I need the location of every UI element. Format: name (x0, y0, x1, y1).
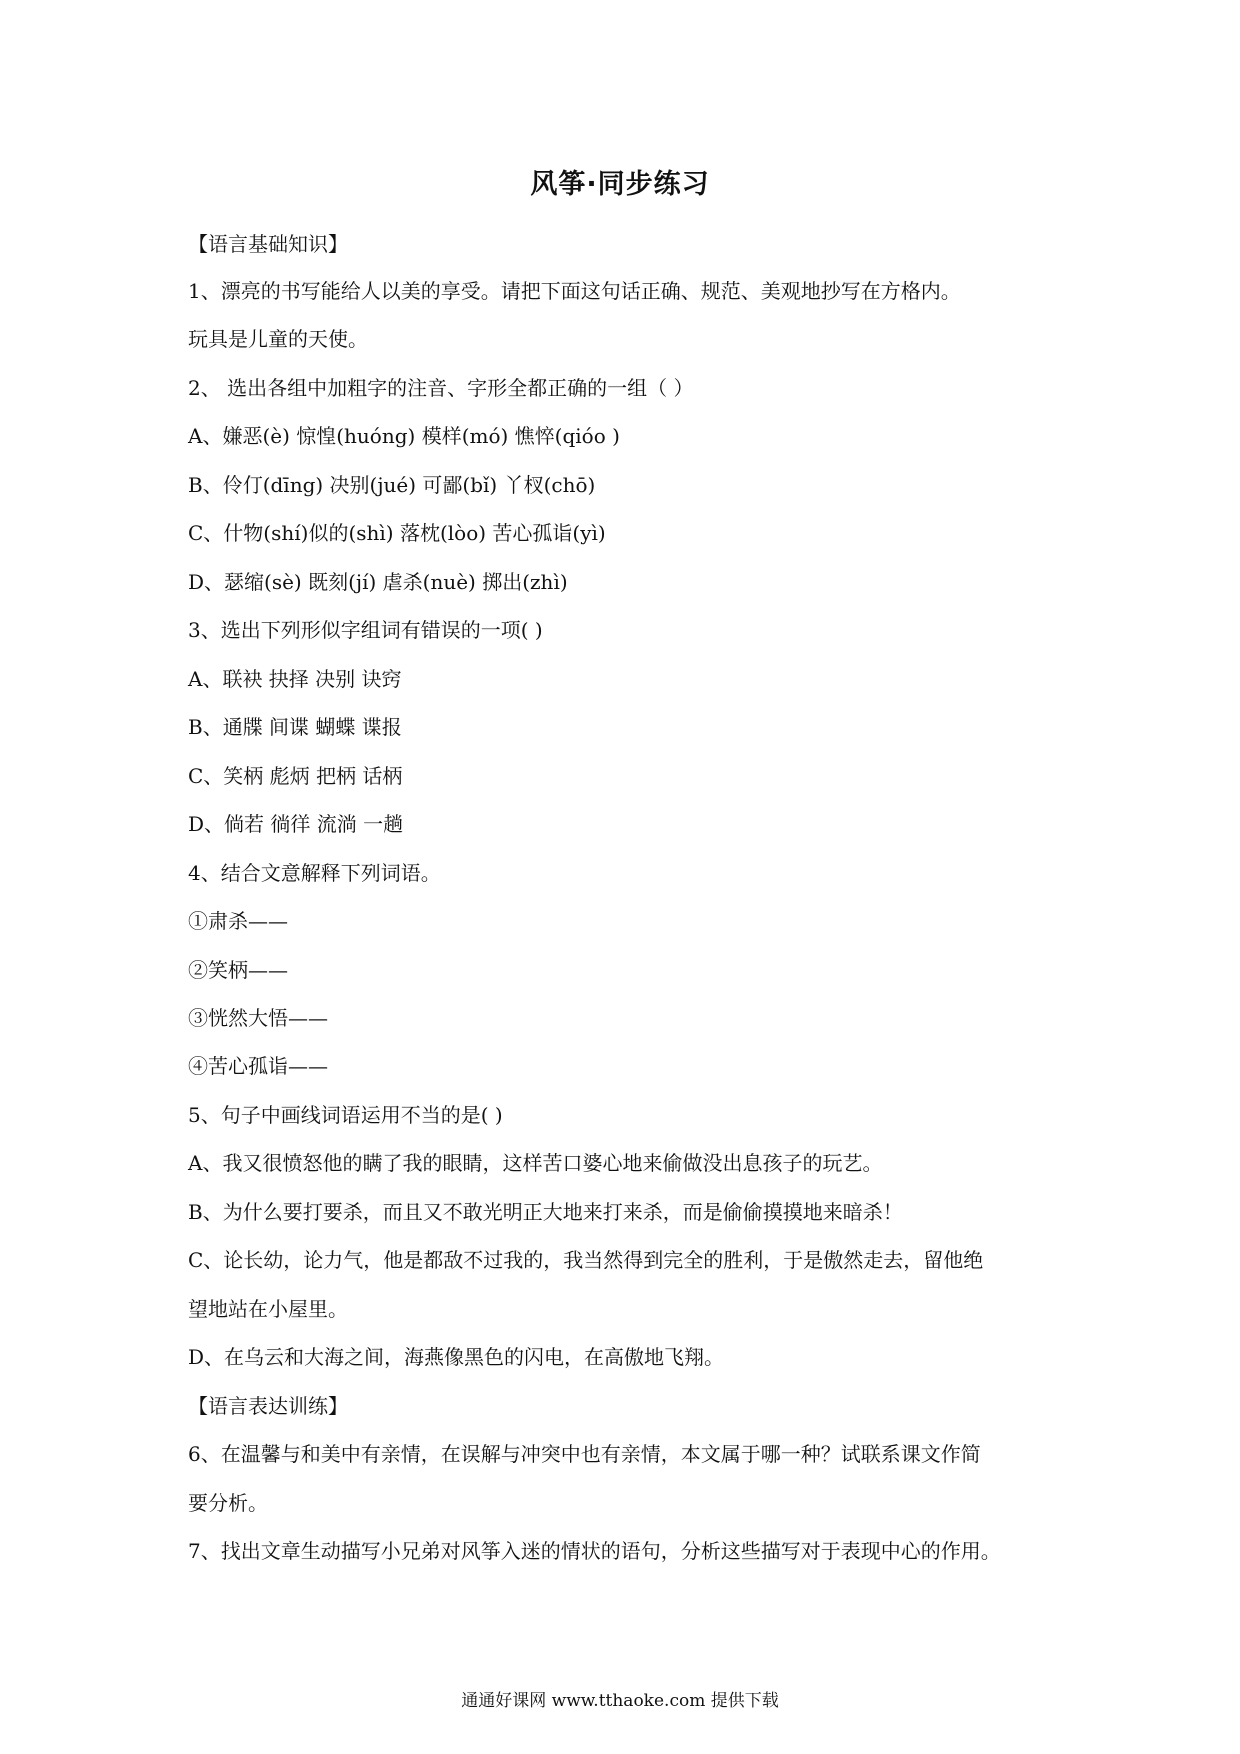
question-4-item-1: ①肃杀—— (188, 909, 288, 933)
question-2-option-c: C、什物(shí)似的(shì) 落枕(lòo) 苦心孤诣(yì) (188, 521, 606, 545)
question-2-option-a: A、嫌恶(è) 惊惶(huóng) 模样(mó) 憔悴(qióo ) (188, 424, 620, 448)
question-5-option-c: C、论长幼，论力气，他是都敌不过我的，我当然得到完全的胜利，于是傲然走去，留他绝 (188, 1248, 984, 1272)
question-2-option-b: B、伶仃(dīng) 决别(jué) 可鄙(bǐ) 丫杈(chō) (188, 473, 596, 497)
question-5: 5、句子中画线词语运用不当的是( ) (188, 1103, 503, 1127)
question-5-option-b: B、为什么要打要杀，而且又不敢光明正大地来打来杀，而是偷偷摸摸地来暗杀！ (188, 1200, 903, 1224)
question-6-cont: 要分析。 (188, 1491, 268, 1515)
question-2: 2、 选出各组中加粗字的注音、字形全都正确的一组（ ） (188, 376, 694, 400)
question-1: 1、漂亮的书写能给人以美的享受。请把下面这句话正确、规范、美观地抄写在方格内。 (188, 279, 961, 303)
section-heading-basic: 【语言基础知识】 (188, 232, 348, 256)
question-3-option-c: C、笑柄 彪炳 把柄 话柄 (188, 764, 403, 788)
question-3: 3、选出下列形似字组词有错误的一项( ) (188, 618, 543, 642)
question-4-item-3: ③恍然大悟—— (188, 1006, 328, 1030)
page-footer: 通通好课网 www.tthaoke.com 提供下载 (461, 1691, 779, 1711)
section-heading-expression: 【语言表达训练】 (188, 1394, 348, 1418)
page-title: 风筝·同步练习 (530, 169, 710, 200)
question-4-item-2: ②笑柄—— (188, 958, 288, 982)
question-5-option-a: A、我又很愤怒他的瞒了我的眼睛，这样苦口婆心地来偷做没出息孩子的玩艺。 (188, 1151, 883, 1175)
question-4: 4、结合文意解释下列词语。 (188, 861, 441, 885)
question-1-sentence: 玩具是儿童的天使。 (188, 327, 368, 351)
question-3-option-d: D、倘若 徜徉 流淌 一趟 (188, 812, 404, 836)
question-7: 7、找出文章生动描写小兄弟对风筝入迷的情状的语句，分析这些描写对于表现中心的作用。 (188, 1539, 1001, 1563)
question-6: 6、在温馨与和美中有亲情，在误解与冲突中也有亲情，本文属于哪一种？试联系课文作简 (188, 1442, 981, 1466)
question-4-item-4: ④苦心孤诣—— (188, 1054, 328, 1078)
question-5-option-c-cont: 望地站在小屋里。 (188, 1297, 348, 1321)
question-5-option-d: D、在乌云和大海之间，海燕像黑色的闪电，在高傲地飞翔。 (188, 1345, 725, 1369)
question-3-option-a: A、联袂 抉择 决别 诀窍 (188, 667, 402, 691)
question-3-option-b: B、通牒 间谍 蝴蝶 谍报 (188, 715, 402, 739)
question-2-option-d: D、瑟缩(sè) 既刻(jí) 虐杀(nuè) 掷出(zhì) (188, 570, 568, 594)
